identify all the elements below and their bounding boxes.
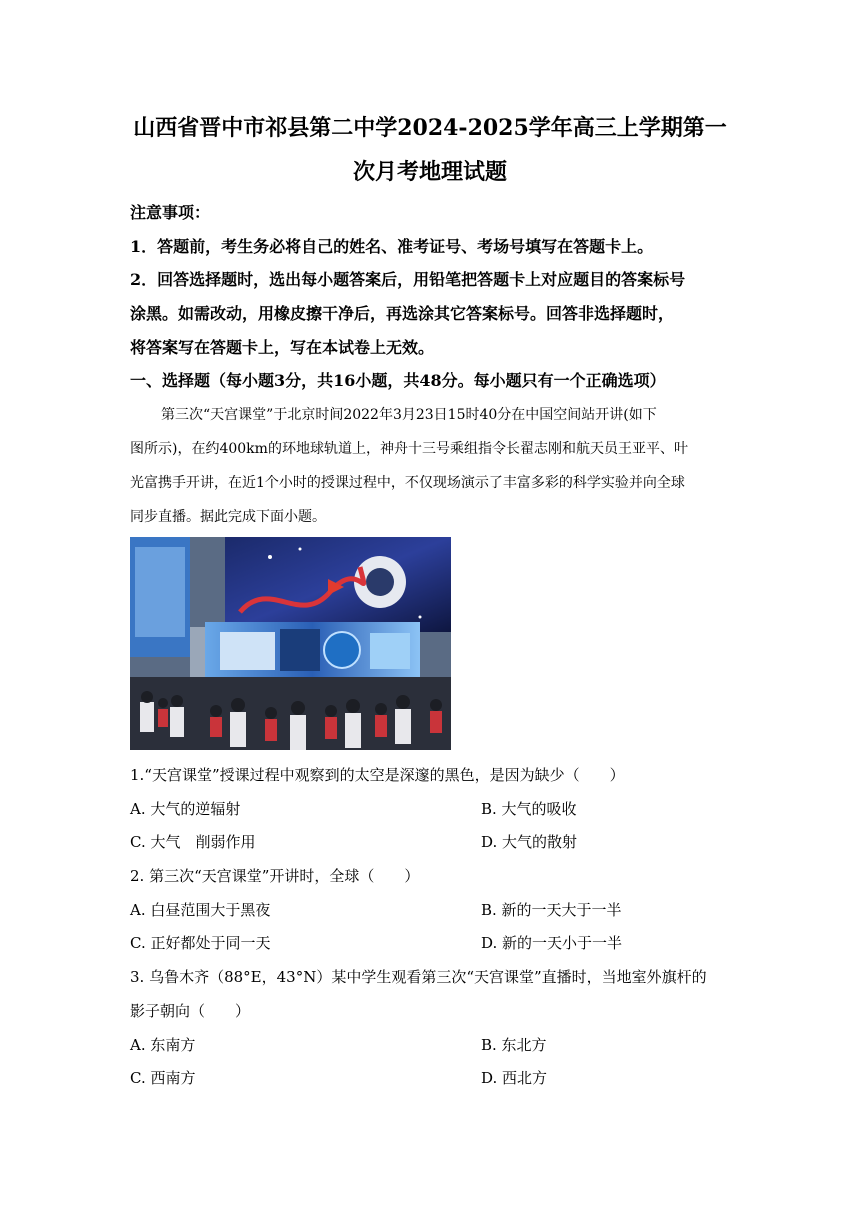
passage-line-1: 第三次“天宫课堂”于北京时间2022年3月23日15时40分在中国空间站开讲(如下 [161, 407, 657, 423]
notice-item-2-line-3: 将答案写在答题卡上，写在本试卷上无效。 [130, 338, 435, 357]
notice-item-2-line-1: 2．回答选择题时，选出每小题答案后，用铅笔把答题卡上对应题目的答案标号 [130, 270, 686, 289]
notice-heading: 注意事项： [130, 203, 211, 222]
question-2-option-a[interactable]: A. 白昼范围大于黑夜 [130, 901, 271, 919]
notice-item-2-line-2: 涂黑。如需改动，用橡皮擦干净后，再选涂其它答案标号。回答非选择题时， [130, 304, 675, 323]
question-1-stem: 1.“天宫课堂”授课过程中观察到的太空是深邃的黑色，是因为缺少（ ） [130, 766, 625, 784]
exam-title-line-2: 次月考地理试题 [352, 159, 507, 185]
question-1-option-c[interactable]: C. 大气 削弱作用 [130, 833, 256, 851]
question-3-option-b[interactable]: B. 东北方 [481, 1036, 547, 1054]
question-1-option-b[interactable]: B. 大气的吸收 [481, 800, 577, 818]
passage-line-4: 同步直播。据此完成下面小题。 [130, 509, 326, 525]
notice-item-1: 1．答题前，考生务必将自己的姓名、准考证号、考场号填写在答题卡上。 [130, 237, 654, 256]
question-3-option-d[interactable]: D. 西北方 [481, 1069, 548, 1087]
question-2-option-d[interactable]: D. 新的一天小于一半 [481, 934, 623, 952]
question-2-stem: 2. 第三次“天宫课堂”开讲时，全球（ ） [130, 867, 420, 885]
question-3-stem-line-1: 3. 乌鲁木齐（88°E，43°N）某中学生观看第三次“天宫课堂”直播时，当地室外旗杆的 [130, 968, 707, 986]
question-1-option-d[interactable]: D. 大气的散射 [481, 833, 578, 851]
question-3-option-a[interactable]: A. 东南方 [130, 1036, 196, 1054]
exam-title-line-1: 山西省晋中市祁县第二中学2024-2025学年高三上学期第一 [133, 115, 727, 141]
question-2-option-b[interactable]: B. 新的一天大于一半 [481, 901, 622, 919]
question-3-option-c[interactable]: C. 西南方 [130, 1069, 196, 1087]
passage-line-2: 图所示)，在约400km的环地球轨道上，神舟十三号乘组指令长翟志刚和航天员王亚平、叶 [130, 441, 688, 457]
question-3-stem-line-2: 影子朝向（ ） [130, 1002, 251, 1020]
section-heading: 一、选择题（每小题3分，共16小题，共48分。每小题只有一个正确选项） [130, 371, 666, 390]
question-1-option-a[interactable]: A. 大气的逆辐射 [130, 800, 241, 818]
question-2-option-c[interactable]: C. 正好都处于同一天 [130, 934, 271, 952]
tiangong-classroom-photo [130, 537, 451, 750]
passage-line-3: 光富携手开讲，在近1个小时的授课过程中，不仅现场演示了丰富多彩的科学实验并向全球 [130, 475, 685, 491]
